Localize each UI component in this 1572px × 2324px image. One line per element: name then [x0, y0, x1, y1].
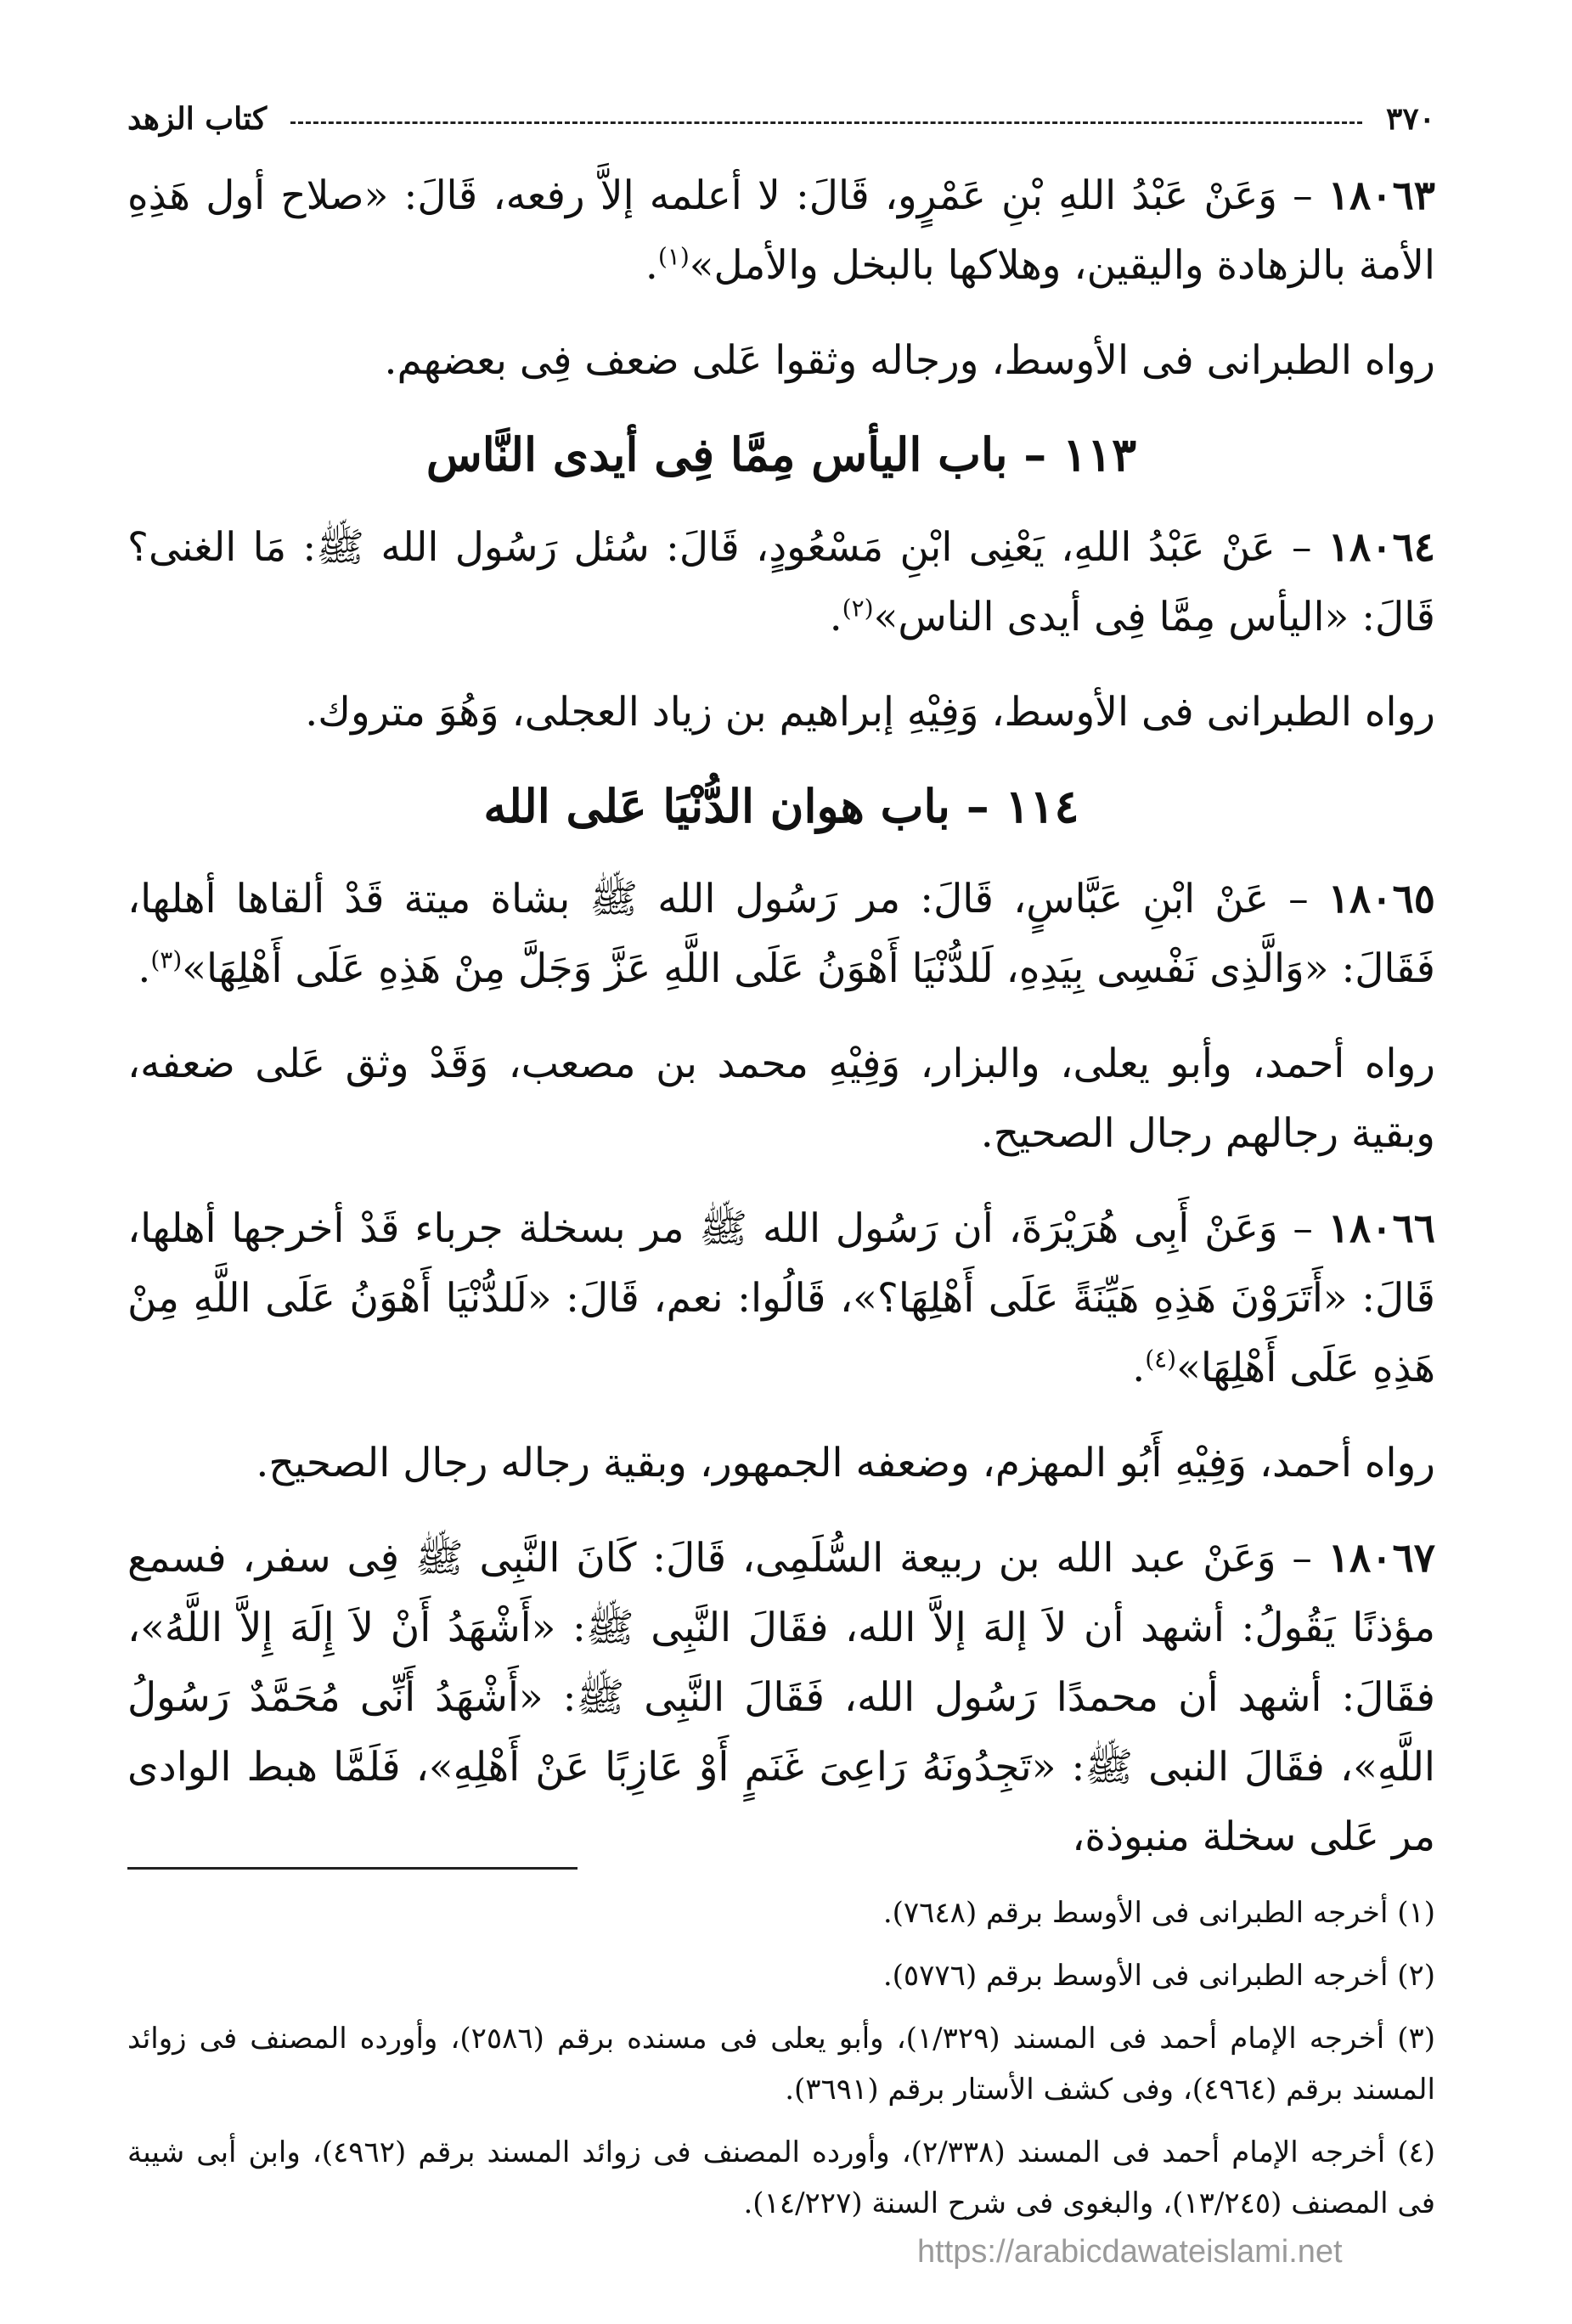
- footnote-ref: (١): [657, 242, 690, 271]
- hadith-text: – عَنْ عَبْدُ اللهِ، يَعْنِى ابْنِ مَسْعُودٍ، قَالَ: سُئل رَسُول الله ﷺ: مَا الغنى؟ قَالَ: «اليأس مِمَّا فِى أيدى الناس»: [127, 524, 1435, 640]
- hadith-number: ١٨٠٦٧: [1327, 1535, 1435, 1582]
- hadith-tail: .: [645, 242, 658, 289]
- page-number: ٣٧٠: [1385, 101, 1435, 137]
- footnote-ref: (٤): [1145, 1345, 1177, 1374]
- narration-note: رواه الطبرانى فى الأوسط، وَفِيْهِ إبراهيم بن زياد العجلى، وَهُوَ متروك.: [305, 689, 1435, 736]
- hadith-text: – وَعَنْ عبد الله بن ربيعة السُّلَمِى، قَالَ: كَانَ النَّبِى ﷺ فِى سفر، فسمع مؤذنًا يَقُولُ: أشهد أن لاَ إلهَ إلاَّ الله، فقَالَ النَّبِى ﷺ: «أَشْهَدُ أَنْ لاَ إِلَهَ إِلاَّ اللَّهُ»، فقَالَ: أشهد أن محمدًا رَسُول الله، فَقَالَ النَّبِى ﷺ: «أَشْهَدُ أَنِّى مُحَمَّدٌ رَسُولُ اللَّهِ»، فقَالَ النبى ﷺ: «تَجِدُونَهُ رَاعِىَ غَنَمٍ أَوْ عَازِبًا عَنْ أَهْلِهِ»، فَلَمَّا هبط الوادى مر عَلى سخلة منبوذة،: [127, 1535, 1435, 1860]
- watermark-url: https://arabicdawateislami.net: [917, 2234, 1343, 2270]
- hadith-text: – وَعَنْ أَبِى هُرَيْرَةَ، أن رَسُول الله ﷺ مر بسخلة جرباء قَدْ أخرجها أهلها، قَالَ: «أَتَرَوْنَ هَذِهِ هَيِّنَةً عَلَى أَهْلِهَا؟»، قَالُوا: نعم، قَالَ: «لَلدُّنْيَا أَهْوَنُ عَلَى اللَّهِ مِنْ هَذِهِ عَلَى أَهْلِهَا»: [127, 1205, 1435, 1391]
- chapter-heading: ١١٤ – باب هوان الدُّنْيَا عَلى الله: [483, 779, 1079, 833]
- hadith-number: ١٨٠٦٥: [1327, 876, 1435, 922]
- hadith-18067: [127, 1524, 1435, 1872]
- hadith-18066: [127, 1194, 1435, 1403]
- hadith-number: ١٨٠٦٤: [1327, 524, 1435, 571]
- header-dashes: [290, 121, 1362, 124]
- hadith-tail: .: [138, 945, 151, 992]
- running-header: [127, 93, 1435, 144]
- hadith-number: ١٨٠٦٦: [1327, 1205, 1435, 1252]
- narration-note: رواه الطبرانى فى الأوسط، ورجاله وثقوا عَلى ضعف فِى بعضهم.: [384, 337, 1435, 384]
- footnote-1: (١) أخرجه الطبرانى فى الأوسط برقم (٧٦٤٨).: [882, 1896, 1435, 1930]
- hadith-tail: .: [829, 594, 842, 640]
- footnote-ref: (٣): [150, 945, 183, 974]
- hadith-18064: [127, 513, 1435, 652]
- footnote-ref: (٢): [842, 594, 874, 623]
- footnote-3: (٣) أخرجه الإمام أحمد فى المسند (١/٣٢٩)، وأبو يعلى فى مسنده برقم (٢٥٨٦)، وأورده المصنف فى زوائد المسند برقم (٤٩٦٤)، وفى كشف الأستار برقم (٣٦٩١).: [127, 2022, 1436, 2107]
- footnote-2: (٢) أخرجه الطبرانى فى الأوسط برقم (٥٧٧٦).: [882, 1959, 1435, 1993]
- chapter-heading: ١١٣ – باب اليأس مِمَّا فِى أيدى النَّاس: [425, 427, 1137, 482]
- narration-note: رواه أحمد، وَفِيْهِ أَبُو المهزم، وضعفه الجمهور، وبقية رجاله رجال الصحيح.: [256, 1440, 1435, 1486]
- footnotes: [127, 1887, 1435, 2229]
- narration-note: رواه أحمد، وأبو يعلى، والبزار، وَفِيْهِ محمد بن مصعب، وَقَدْ وثق عَلى ضعفه، وبقية رجالهم رجال الصحيح.: [127, 1041, 1435, 1157]
- hadith-number: ١٨٠٦٣: [1327, 172, 1435, 219]
- hadith-tail: .: [1132, 1345, 1146, 1391]
- hadith-18065: [127, 865, 1435, 1004]
- hadith-text: – عَنْ ابْنِ عَبَّاسٍ، قَالَ: مر رَسُول الله ﷺ بشاة ميتة قَدْ ألقاها أهلها، فَقَالَ: «وَالَّذِى نَفْسِى بِيَدِهِ، لَلدُّنْيَا أَهْوَنُ عَلَى اللَّهِ عَزَّ وَجَلَّ مِنْ هَذِهِ عَلَى أَهْلِهَا»: [127, 876, 1435, 992]
- hadith-18063: [127, 161, 1435, 301]
- hadith-text: – وَعَنْ عَبْدُ اللهِ بْنِ عَمْرٍو، قَالَ: لا أعلمه إلاَّ رفعه، قَالَ: «صلاح أول هَذِهِ الأمة بالزهادة واليقين، وهلاكها بالبخل والأمل»: [127, 172, 1435, 289]
- footnote-separator: [127, 1867, 578, 1870]
- footnote-4: (٤) أخرجه الإمام أحمد فى المسند (٢/٣٣٨)، وأورده المصنف فى زوائد المسند برقم (٤٩٦٢)، وابن أبى شيبة فى المصنف (١٣/٢٤٥)، والبغوى فى شرح السنة (١٤/٢٢٧).: [127, 2135, 1436, 2220]
- page-body: [127, 93, 1435, 1872]
- book-title: كتاب الزهد: [127, 101, 268, 137]
